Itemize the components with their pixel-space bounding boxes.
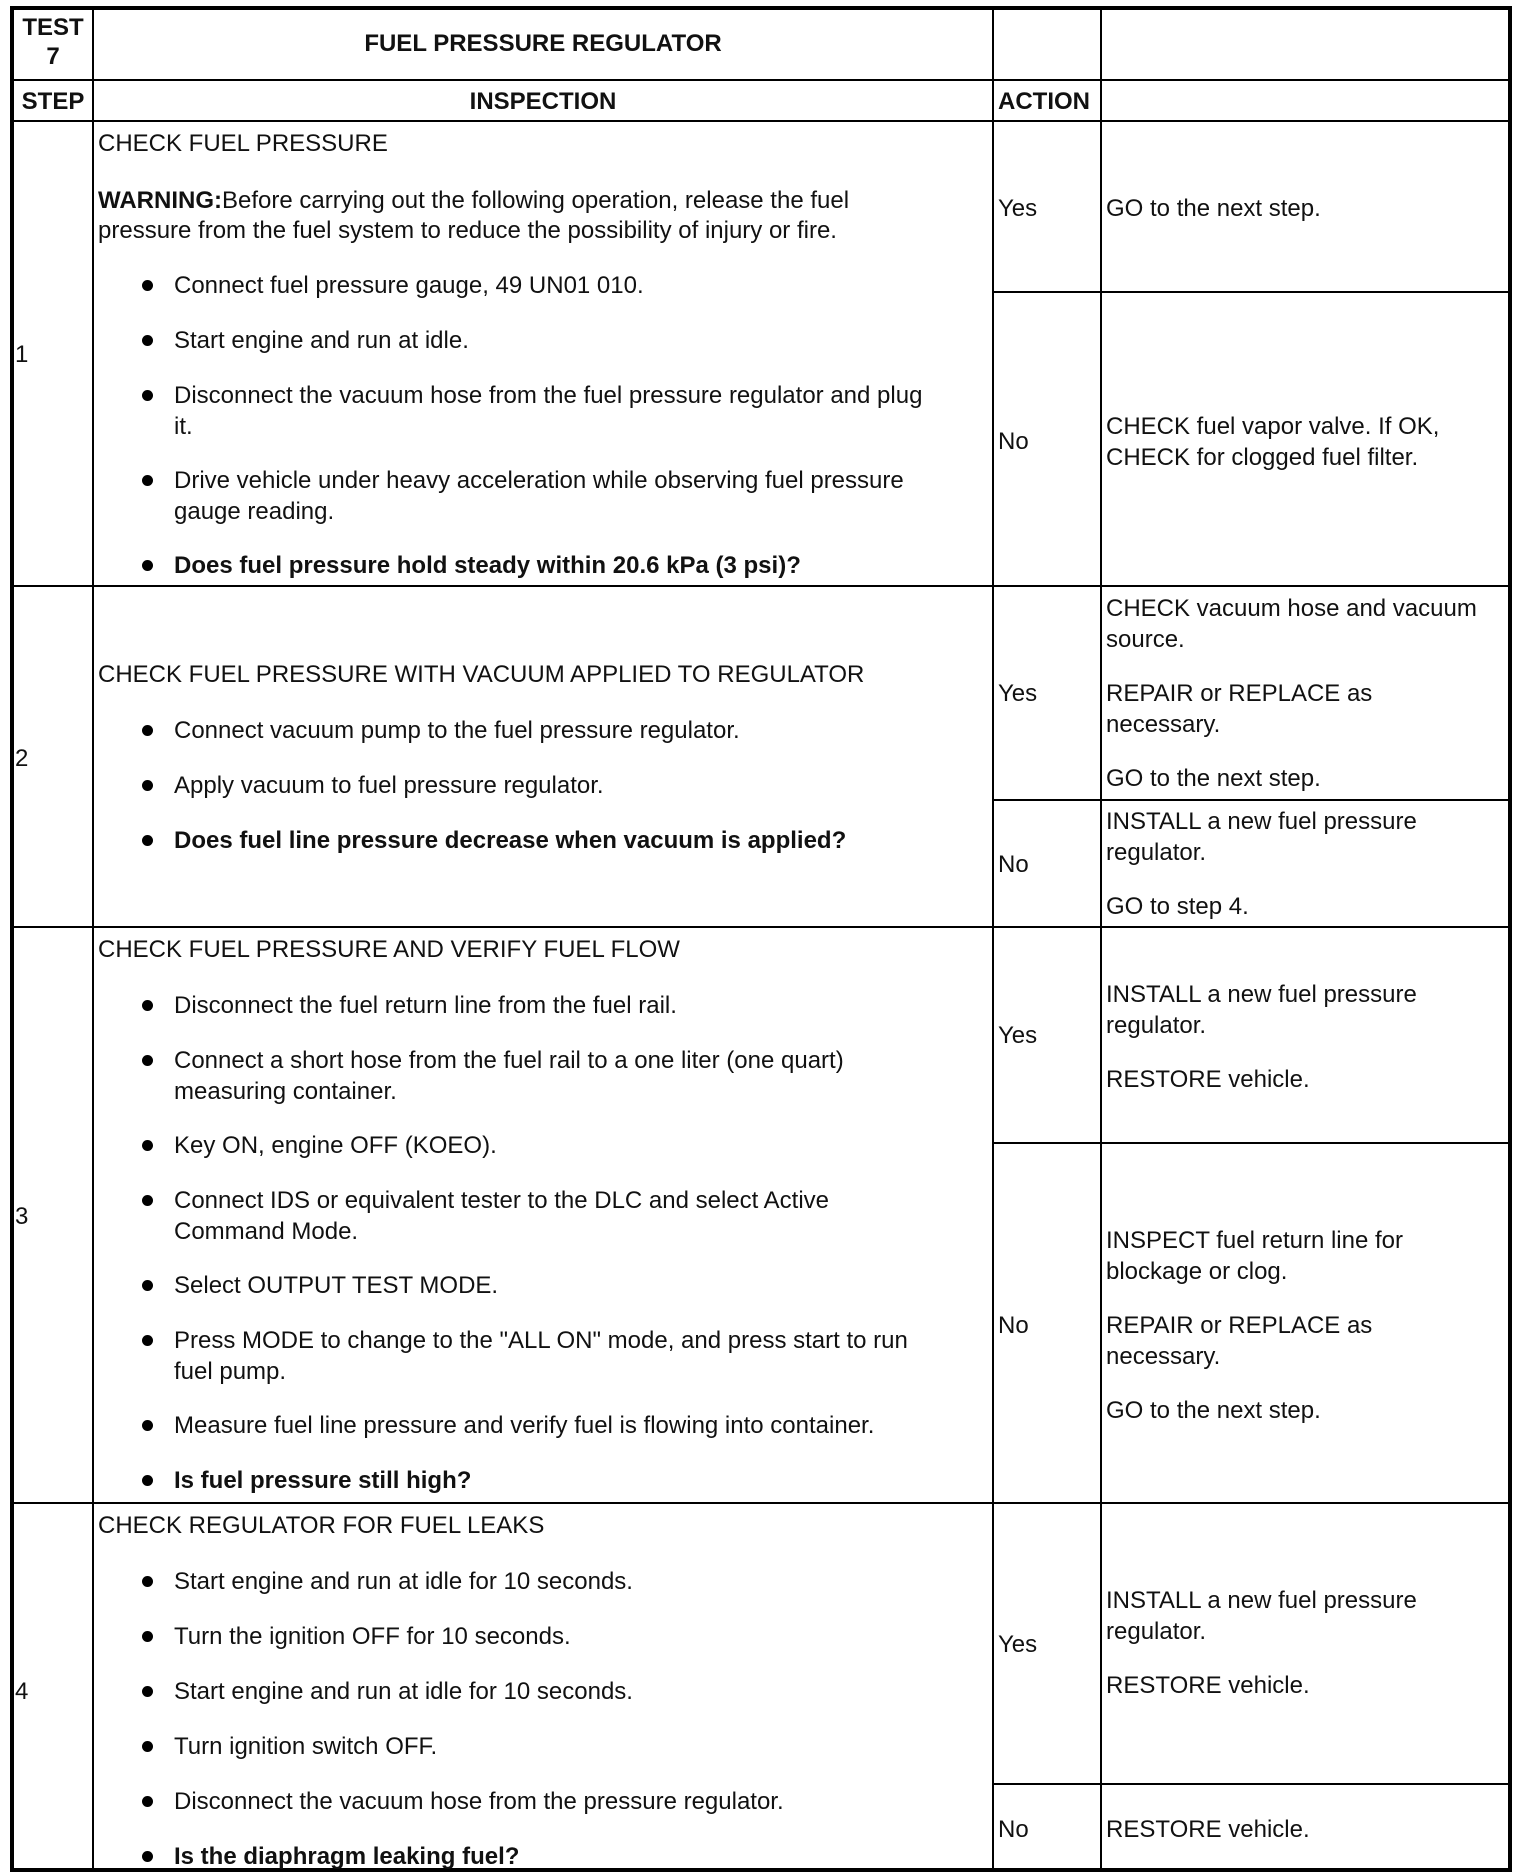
action-text: INSPECT fuel return line for [1106, 1227, 1404, 1254]
cell-divider [993, 291, 1510, 293]
inspection-item: Connect fuel pressure gauge, 49 UN01 010. [174, 272, 644, 299]
action-text: regulator. [1106, 1012, 1207, 1039]
column-header-inspection: INSPECTION [469, 88, 617, 115]
step-heading: CHECK FUEL PRESSURE AND VERIFY FUEL FLOW [98, 936, 680, 963]
row-divider [12, 926, 1510, 928]
action-text: INSTALL a new fuel pressure [1106, 981, 1417, 1008]
action-text: necessary. [1106, 711, 1221, 738]
action-text: RESTORE vehicle. [1106, 1816, 1310, 1843]
action-text: GO to the next step. [1106, 1397, 1321, 1424]
warning-text: Before carrying out the following operation, release the fuel [221, 187, 850, 214]
bullet-icon [142, 1055, 153, 1066]
inspection-item: Turn ignition switch OFF. [174, 1733, 438, 1760]
step-heading: CHECK FUEL PRESSURE [98, 130, 388, 157]
inspection-item: Disconnect the fuel return line from the fuel rail. [174, 992, 677, 1019]
bullet-icon [142, 390, 153, 401]
table-title: FUEL PRESSURE REGULATOR [364, 30, 722, 57]
action-text: RESTORE vehicle. [1106, 1672, 1310, 1699]
step-number: 4 [15, 1678, 29, 1705]
action-text: RESTORE vehicle. [1106, 1066, 1310, 1093]
bullet-icon [142, 1796, 153, 1807]
bullet-icon [142, 1195, 153, 1206]
row-divider [12, 79, 1510, 81]
bullet-icon [142, 835, 153, 846]
yes-label: Yes [998, 680, 1038, 707]
inspection-item: Measure fuel line pressure and verify fuel is flowing into container. [174, 1412, 875, 1439]
action-text: regulator. [1106, 839, 1207, 866]
bullet-icon [142, 1000, 153, 1011]
action-text: CHECK vacuum hose and vacuum [1106, 595, 1477, 622]
inspection-item: Turn the ignition OFF for 10 seconds. [174, 1623, 571, 1650]
inspection-item: gauge reading. [174, 498, 335, 525]
bullet-icon [142, 1335, 153, 1346]
inspection-item: Start engine and run at idle for 10 seconds. [174, 1568, 633, 1595]
action-text: GO to step 4. [1106, 893, 1249, 920]
inspection-item: measuring container. [174, 1078, 397, 1105]
warning-text: pressure from the fuel system to reduce the possibility of injury or fire. [98, 217, 837, 244]
inspection-item: Command Mode. [174, 1218, 359, 1245]
inspection-question: Does fuel line pressure decrease when vacuum is applied? [174, 827, 847, 854]
bullet-icon [142, 1420, 153, 1431]
action-text: source. [1106, 626, 1185, 653]
step-number: 3 [15, 1203, 29, 1230]
bullet-icon [142, 1686, 153, 1697]
column-divider [92, 8, 94, 1870]
inspection-item: Key ON, engine OFF (KOEO). [174, 1132, 497, 1159]
action-text: REPAIR or REPLACE as [1106, 1312, 1373, 1339]
bullet-icon [142, 280, 153, 291]
inspection-item: Press MODE to change to the "ALL ON" mode, and press start to run [174, 1327, 908, 1354]
inspection-item: Start engine and run at idle for 10 seconds. [174, 1678, 633, 1705]
inspection-item: Disconnect the vacuum hose from the fuel pressure regulator and plug [174, 382, 923, 409]
column-divider [992, 8, 994, 1870]
step-heading: CHECK REGULATOR FOR FUEL LEAKS [98, 1512, 545, 1539]
step-number: 1 [15, 341, 29, 368]
action-text: regulator. [1106, 1618, 1207, 1645]
action-text: necessary. [1106, 1343, 1221, 1370]
warning-line [98, 185, 849, 216]
test-label: TEST [22, 14, 84, 41]
action-text: REPAIR or REPLACE as [1106, 680, 1373, 707]
bullet-icon [142, 725, 153, 736]
inspection-item: Connect vacuum pump to the fuel pressure regulator. [174, 717, 740, 744]
step-heading: CHECK FUEL PRESSURE WITH VACUUM APPLIED TO REGULATOR [98, 661, 865, 688]
bullet-icon [142, 560, 153, 571]
bullet-icon [142, 1140, 153, 1151]
row-divider [12, 1502, 1510, 1504]
column-header-step: STEP [21, 88, 85, 115]
bullet-icon [142, 475, 153, 486]
bullet-icon [142, 1475, 153, 1486]
bullet-icon [142, 1576, 153, 1587]
step-number: 2 [15, 745, 29, 772]
inspection-item: Disconnect the vacuum hose from the pressure regulator. [174, 1788, 784, 1815]
inspection-item: fuel pump. [174, 1358, 287, 1385]
row-divider [12, 120, 1510, 122]
no-label: No [998, 428, 1029, 455]
inspection-item: Drive vehicle under heavy acceleration while observing fuel pressure [174, 467, 904, 494]
inspection-question: Does fuel pressure hold steady within 20.6 kPa (3 psi)? [174, 552, 801, 579]
bullet-icon [142, 780, 153, 791]
bullet-icon [142, 1851, 153, 1862]
test-number: 7 [46, 43, 60, 70]
action-text: CHECK fuel vapor valve. If OK, [1106, 413, 1440, 440]
inspection-item: Connect IDS or equivalent tester to the DLC and select Active [174, 1187, 830, 1214]
action-text: INSTALL a new fuel pressure [1106, 1587, 1417, 1614]
inspection-item: Start engine and run at idle. [174, 327, 469, 354]
action-text: GO to the next step. [1106, 195, 1321, 222]
no-label: No [998, 1816, 1029, 1843]
yes-label: Yes [998, 1022, 1038, 1049]
action-text: INSTALL a new fuel pressure [1106, 808, 1417, 835]
inspection-item: Apply vacuum to fuel pressure regulator. [174, 772, 604, 799]
action-text: blockage or clog. [1106, 1258, 1288, 1285]
action-text: GO to the next step. [1106, 765, 1321, 792]
bullet-icon [142, 335, 153, 346]
bullet-icon [142, 1741, 153, 1752]
inspection-question: Is the diaphragm leaking fuel? [174, 1843, 520, 1870]
inspection-item: it. [174, 413, 193, 440]
yes-label: Yes [998, 1631, 1038, 1658]
inspection-item: Connect a short hose from the fuel rail to a one liter (one quart) [174, 1047, 844, 1074]
no-label: No [998, 1312, 1029, 1339]
action-text: CHECK for clogged fuel filter. [1106, 444, 1419, 471]
bullet-icon [142, 1280, 153, 1291]
inspection-question: Is fuel pressure still high? [174, 1467, 472, 1494]
bullet-icon [142, 1631, 153, 1642]
no-label: No [998, 851, 1029, 878]
inspection-item: Select OUTPUT TEST MODE. [174, 1272, 499, 1299]
cell-divider [993, 1783, 1510, 1785]
row-divider [12, 585, 1510, 587]
cell-divider [993, 1142, 1510, 1144]
column-header-action: ACTION [998, 88, 1090, 115]
column-divider [1100, 8, 1102, 1870]
warning-label: WARNING: [98, 187, 222, 214]
yes-label: Yes [998, 195, 1038, 222]
cell-divider [993, 799, 1510, 801]
